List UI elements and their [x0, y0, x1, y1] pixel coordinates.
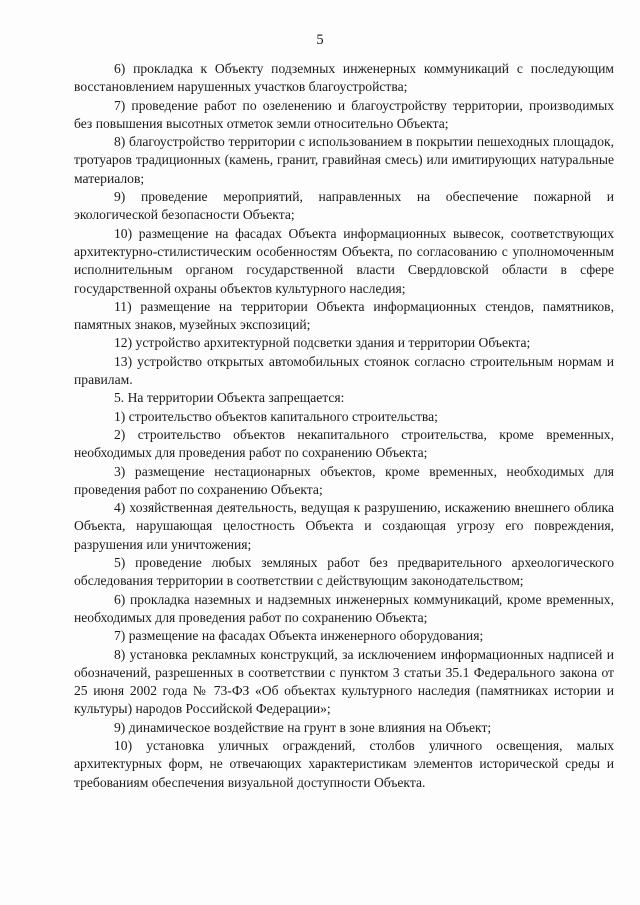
paragraph-item-10-signage: 10) размещение на фасадах Объекта информационных вывесок, соответствующих архитектурно-стилистическим особенностям Объекта, по согласованию с уполномоченным исполнительным органом государственной власти Свердловской области в сфере государственной охраны объектов культурного наследия;: [74, 225, 614, 296]
paragraph-item-12-lighting: 12) устройство архитектурной подсветки здания и территории Объекта;: [114, 335, 531, 351]
paragraph-item-11-info-stands: 11) размещение на территории Объекта информационных стендов, памятников, памятных знаков, музейных экспозиций;: [74, 298, 614, 333]
paragraph-prohibited-2-temporary-construction: 2) строительство объектов некапитального строительства, кроме временных, необходимых для проведения работ по сохранению Объекта;: [74, 426, 614, 461]
paragraph-prohibited-8-advertising: 8) установка рекламных конструкций, за исключением информационных надписей и обозначений, разрешенных в соответствии с пунктом 3 статьи 35.1 Федерального закона от 25 июня 2002 года № 73-ФЗ «Об объектах культурного наследия (памятниках истории и культуры) народов Российской Федерации»;: [74, 646, 614, 717]
paragraph-prohibited-9-dynamic-impact: 9) динамическое воздействие на грунт в зоне влияния на Объект;: [114, 719, 492, 735]
paragraph-item-9-fire-safety: 9) проведение мероприятий, направленных на обеспечение пожарной и экологической безопасности Объекта;: [74, 189, 614, 223]
page-number: 5: [316, 32, 324, 48]
paragraph-prohibited-4-economic-activity: 4) хозяйственная деятельность, ведущая к разрушению, искажению внешнего облика Объекта, нарушающая целостность Объекта и создающая угрозу его повреждения, разрушения или уничтожения;: [74, 500, 614, 552]
paragraph-prohibited-7-facade-equipment: 7) размещение на фасадах Объекта инженерного оборудования;: [114, 628, 484, 644]
paragraph-item-7-landscaping: 7) проведение работ по озеленению и благоустройству территории, производимых без повышения высотных отметок земли относительно Объекта;: [74, 97, 614, 131]
paragraph-prohibited-5-earthworks: 5) проведение любых земляных работ без предварительного археологического обследования территории в соответствии с действующим законодательством;: [74, 555, 614, 589]
paragraph-prohibited-6-overhead-utilities: 6) прокладка наземных и надземных инженерных коммуникаций, кроме временных, необходимых для проведения работ по сохранению Объекта;: [74, 591, 614, 625]
paragraph-prohibited-10-street-fences: 10) установка уличных ограждений, столбов уличного освещения, малых архитектурных форм, не отвечающих характеристикам элементов исторической среды и требованиям обеспечения визуальной доступности Объекта.: [74, 737, 614, 790]
paragraph-prohibited-1-capital-construction: 1) строительство объектов капитального строительства;: [114, 408, 438, 424]
paragraph-item-13-parking: 13) устройство открытых автомобильных стоянок согласно строительным нормам и правилам.: [74, 353, 614, 388]
paragraph-prohibited-3-non-stationary: 3) размещение нестационарных объектов, кроме временных, необходимых для проведения работ по сохранению Объекта;: [74, 463, 614, 497]
paragraph-item-8-paving: 8) благоустройство территории с использованием в покрытии пешеходных площадок, тротуаров традиционных (камень, гранит, гравийная смесь) или имитирующих натуральные материалов;: [74, 134, 614, 186]
paragraph-item-6-underground-utilities: 6) прокладка к Объекту подземных инженерных коммуникаций с последующим восстановлением нарушенных участков благоустройства;: [74, 61, 614, 95]
document-body: [74, 60, 614, 792]
section-heading-prohibited: 5. На территории Объекта запрещается:: [114, 390, 345, 406]
